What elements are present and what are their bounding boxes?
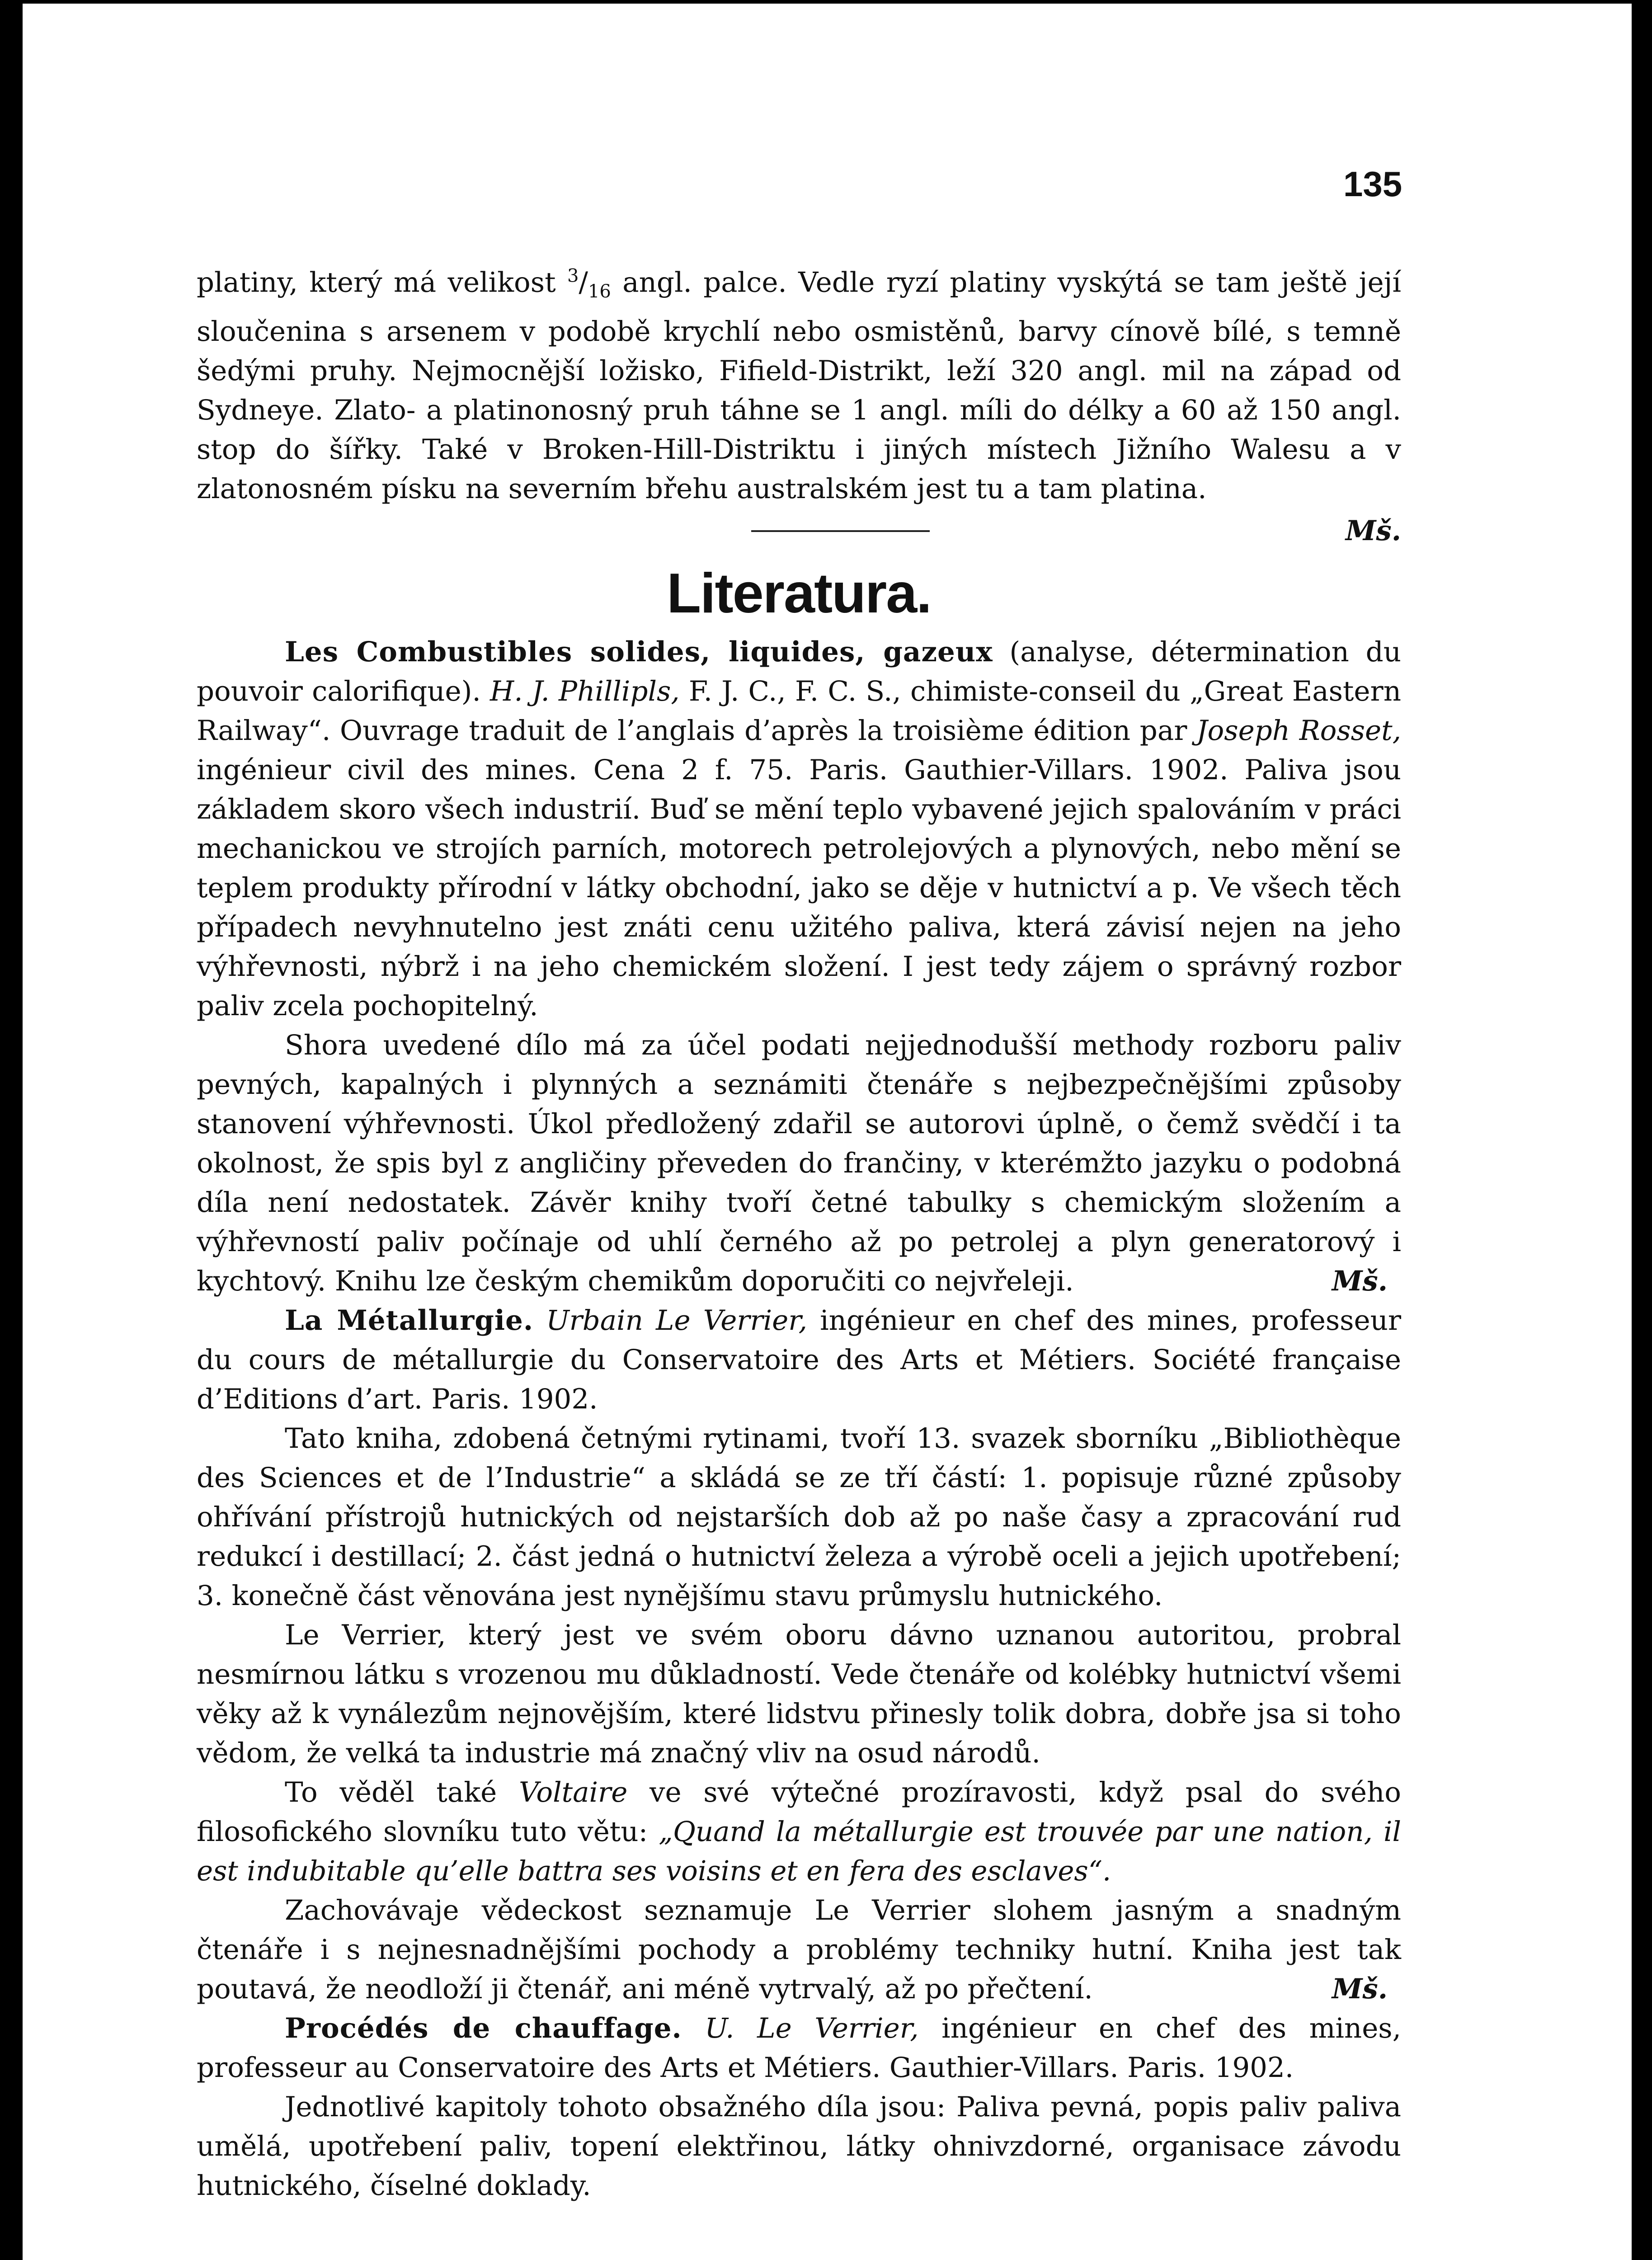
page-number: 135: [1343, 164, 1403, 204]
review-1-title: Les Combustibles solides, liquides, gazeux: [285, 636, 993, 668]
page: [23, 4, 1632, 2260]
voltaire-name: Voltaire: [518, 1776, 628, 1808]
section-title: Literatura.: [667, 562, 931, 625]
review-2-paragraph-3: Le Verrier, který jest ve svém oboru dávno uznanou autoritou, probral nesmírnou látku s vrozenou mu důkladností. Vede čtenáře od kolébky hutnictví všemi věky až k vynálezům nejnovějším, které lidstvu přinesly tolik dobra, dobře jsa si toho vědom, že velká ta industrie má značný vliv na osud národů.: [197, 1619, 1401, 1769]
review-2-signature: Mš.: [1332, 1973, 1388, 2005]
intro-paragraph: platiny, který má velikost $^3/_{16}$ angl. palce. Vedle ryzí platiny vyskýtá se tam ještě její sloučenina s arsenem v podobě krychlí nebo osmistěnů, barvy cínově bílé, s temně šedými pruhy. Nejmocnější ložisko, Fifield-Distrikt, leží 320 angl. mil na západ od Sydneye. Zlato- a platinonosný pruh táhne se 1 angl. míli do délky a 60 až 150 angl. stop do šířky. Také v Broken-Hill-Distriktu i jiných místech Jižního Walesu a v zlatonosném písku na severním břehu australském jest tu a tam platina.: [197, 266, 1401, 505]
review-2-paragraph-4: To věděl také Voltaire ve své výtečné prozíravosti, když psal do svého filosofického slovníku tuto větu: „Quand la métallurgie est trouvée par une nation, il est indubitable qu’elle battra ses voisins et en fera des esclaves“.: [197, 1776, 1401, 1887]
review-3-paragraph-2: Jednotlivé kapitoly tohoto obsažného díla jsou: Paliva pevná, popis paliv paliva umělá, upotřebení paliv, topení elektřinou, látky ohnivzdorné, organisace závodu hutnického, číselné doklady.: [197, 2090, 1401, 2202]
review-2-paragraph-5: Zachovávaje vědeckost seznamuje Le Verrier slohem jasným a snadným čtenáře i s nejnesnadnějšími pochody a problémy techniky hutní. Kniha jest tak poutavá, že neodloží ji čtenář, ani méně vytrvalý, až po přečtení. Mš.: [197, 1891, 1401, 2009]
review-2-author: Urbain Le Verrier,: [546, 1304, 808, 1337]
review-1-translator: Joseph Rosset,: [1196, 714, 1401, 747]
fraction: $^3/_{16}$: [567, 266, 611, 302]
review-1-paragraph-2: Shora uvedené dílo má za účel podati nejjednodušší methody rozboru paliv pevných, kapalných i plynných a seznámiti čtenáře s nejbezpečnějšími způsoby stanovení výhřevnosti. Úkol předložený zdařil se autorovi úplně, o čemž svědčí i ta okolnost, že spis byl z angličiny převeden do frančiny, v kterémžto jazyku o podobná díla není nedostatek. Závěr knihy tvoří četné tabulky s chemickým složením a výhřevností paliv počínaje od uhlí černého až po petrolej a plyn generatorový i kychtový. Knihu lze českým chemikům doporučiti co nejvřeleji. Mš.: [197, 1026, 1401, 1301]
review-1-signature: Mš.: [1332, 1265, 1388, 1297]
review-3-paragraph-1: Procédés de chauffage. U. Le Verrier, ingénieur en chef des mines, professeur au Conservatoire des Arts et Métiers. Gauthier-Villars. Paris. 1902.: [197, 2012, 1402, 2084]
review-3-author: U. Le Verrier,: [705, 2012, 919, 2044]
review-3-title: Procédés de chauffage.: [285, 2012, 682, 2044]
intro-signature-row: [197, 508, 1401, 554]
review-2-paragraph-1: La Métallurgie. Urbain Le Verrier, ingénieur en chef des mines, professeur du cours de métallurgie du Conservatoire des Arts et Métiers. Société française d’Editions d’art. Paris. 1902.: [197, 1304, 1402, 1415]
review-2-paragraph-2: Tato kniha, zdobená četnými rytinami, tvoří 13. svazek sborníku „Bibliothèque des Sciences et de l’Industrie“ a skládá se ze tří částí: 1. popisuje různé způsoby ohřívání přístrojů hutnických od nejstarších dob až po naše časy a zpracování rud redukcí i destillací; 2. část jedná o hutnictví železa a výrobě oceli a jejich upotřebení; 3. konečně část věnována jest nynějšímu stavu průmyslu hutnického.: [197, 1422, 1401, 1612]
intro-signature: Mš.: [1345, 515, 1401, 547]
separator-rule: [751, 530, 930, 532]
review-1-author: H. J. Phillipls,: [490, 675, 680, 707]
voltaire-quote: „Quand la métallurgie est trouvée par une nation, il est indubitable qu’elle battra ses voisins et en fera des esclaves“.: [197, 1815, 1401, 1887]
review-1-paragraph-1: Les Combustibles solides, liquides, gazeux (analyse, détermination du pouvoir calorifique). H. J. Phillipls, F. J. C., F. C. S., chimiste-conseil du „Great Eastern Railway“. Ouvrage traduit de l’anglais d’après la troisième édition par Joseph Rosset, ingénieur civil des mines. Cena 2 f. 75. Paris. Gauthier-Villars. 1902. Paliva jsou základem skoro všech industrií. Buď se mění teplo vybavené jejich spalováním v práci mechanickou ve strojích parních, motorech petrolejových a plynových, nebo mění se teplem produkty přírodní v látky obchodní, jako se děje v hutnictví a p. Ve všech těch případech nevyhnutelno jest znáti cenu užitého paliva, která závisí nejen na jeho výhřevnosti, nýbrž i na jeho chemickém složení. I jest tedy zájem o správný rozbor paliv zcela pochopitelný.: [197, 636, 1401, 1022]
text-column: [197, 257, 1401, 2205]
review-2-title: La Métallurgie.: [285, 1304, 534, 1337]
